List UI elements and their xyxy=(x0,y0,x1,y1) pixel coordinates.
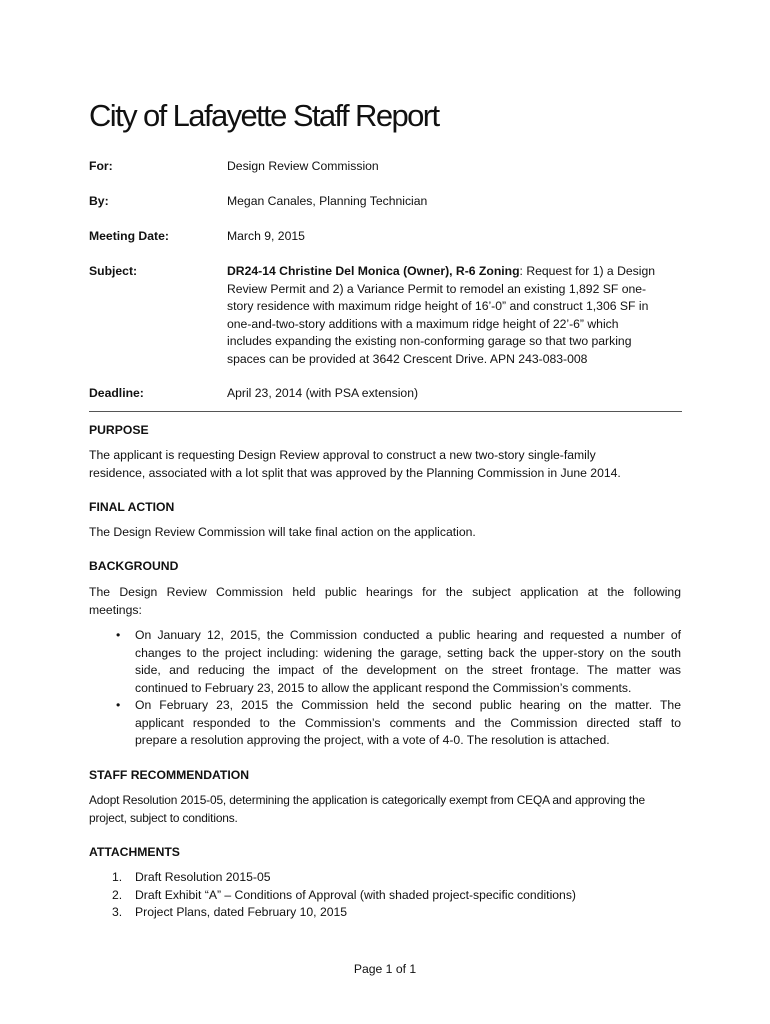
subject-line: DR24-14 Christine Del Monica (Owner), R-6 Zoning: Request for 1) a Design xyxy=(227,264,656,278)
attachment-text: Draft Resolution 2015-05 xyxy=(135,870,271,884)
staff-recommendation-text: Adopt Resolution 2015-05, determining the application is categorically exempt from CEQA and approving the project, subject to conditions. xyxy=(89,793,645,825)
final-action-text: The Design Review Commission will take final action on the application. xyxy=(89,525,476,539)
report-title: City of Lafayette Staff Report xyxy=(89,98,439,133)
list-marker: 2. xyxy=(112,887,123,902)
background-heading: BACKGROUND xyxy=(89,559,179,573)
by-value: Megan Canales, Planning Technician xyxy=(227,194,428,208)
attachment-item xyxy=(89,904,681,922)
purpose-heading: PURPOSE xyxy=(89,423,149,437)
subject-label: Subject: xyxy=(89,264,138,278)
attachments-heading: ATTACHMENTS xyxy=(89,845,180,859)
page-number: Page 1 of 1 xyxy=(353,962,417,976)
meeting-date-value: March 9, 2015 xyxy=(227,229,305,243)
header-divider xyxy=(89,411,682,412)
attachment-text: Project Plans, dated February 10, 2015 xyxy=(135,905,348,919)
subject-value xyxy=(227,263,677,368)
list-item: • On January 12, 2015, the Commission conducted a public hearing and requested a number of changes to the project including: widening the garage, setting back the upper-story on the south side, and reducing the impact of the development on the street frontage. The matter was continued to February 23, 2015 to allow the applicant respond the Commission’s comments. xyxy=(116,628,681,695)
bullet-icon: • xyxy=(116,628,121,642)
meeting-date-label: Meeting Date: xyxy=(89,229,169,243)
attachment-text: Draft Exhibit “A” – Conditions of Approval (with shaded project-specific conditions) xyxy=(135,887,576,902)
attachment-item xyxy=(89,869,681,887)
background-bullet-list xyxy=(89,627,681,750)
attachments-list xyxy=(89,869,681,922)
subject-line: spaces can be provided at 3642 Crescent Drive. APN 243-083-008 xyxy=(227,351,588,366)
subject-line: includes expanding the existing non-conforming garage so that two parking xyxy=(227,334,632,348)
list-marker: 1. xyxy=(112,870,123,884)
bullet-icon: • xyxy=(116,698,121,712)
deadline-value: April 23, 2014 (with PSA extension) xyxy=(227,386,419,400)
subject-line: story residence with maximum ridge height of 16’-0” and construct 1,306 SF in xyxy=(227,299,649,313)
list-item: • On February 23, 2015 the Commission held the second public hearing on the matter. The applicant responded to the Commission’s comments and the Commission directed staff to prepare a resolution approving the project, with a vote of 4-0. The resolution is attached. xyxy=(116,698,681,747)
for-label: For: xyxy=(89,159,113,173)
list-marker: 3. xyxy=(112,905,123,919)
final-action-heading: FINAL ACTION xyxy=(89,500,175,514)
subject-case-title: DR24-14 Christine Del Monica (Owner), R-6 Zoning xyxy=(227,264,520,278)
subject-line: one-and-two-story additions with a maximum ridge height of 22’-6” which xyxy=(227,316,619,331)
subject-line: Review Permit and 2) a Variance Permit to remodel an existing 1,892 SF one- xyxy=(227,281,647,296)
for-value: Design Review Commission xyxy=(227,159,379,173)
staff-recommendation-heading: STAFF RECOMMENDATION xyxy=(89,768,250,782)
by-label: By: xyxy=(89,194,109,208)
deadline-label: Deadline: xyxy=(89,386,144,400)
attachment-item xyxy=(89,887,681,905)
purpose-text: The applicant is requesting Design Review approval to construct a new two-story single-family residence, associated with a lot split that was approved by the Planning Commission in June 2014. xyxy=(89,448,621,480)
background-intro: The Design Review Commission held public hearings for the subject application at the following meetings: xyxy=(89,585,681,617)
